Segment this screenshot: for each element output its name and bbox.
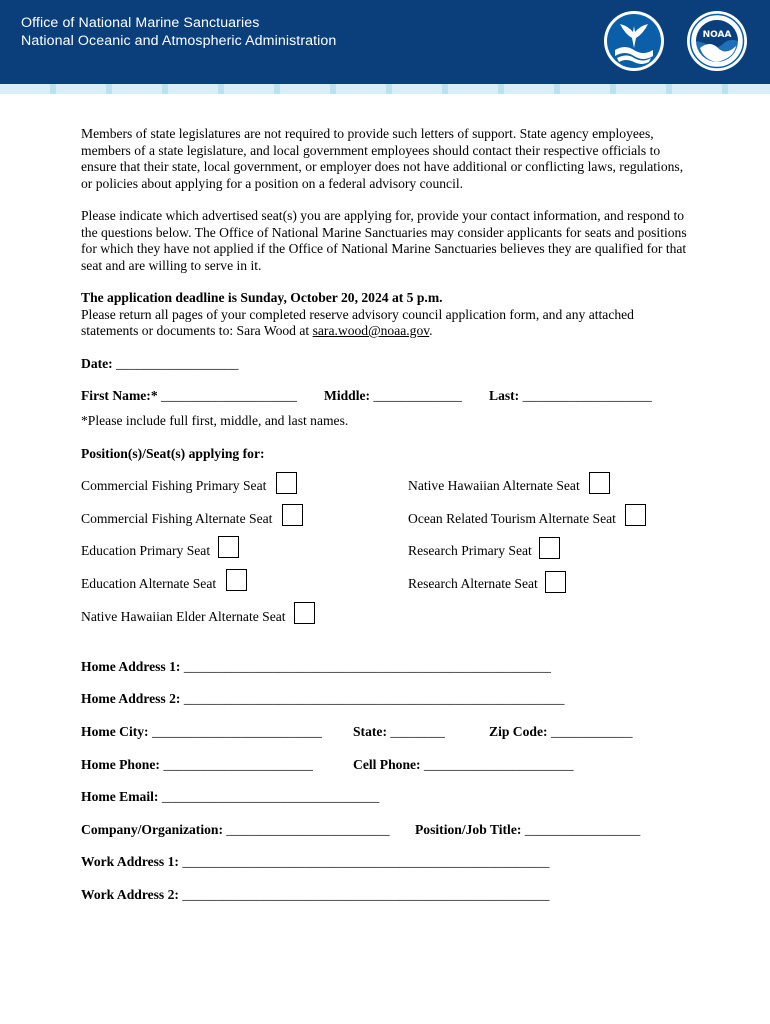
return-period: . [429, 323, 433, 338]
middle-name-field[interactable]: _____________ [373, 388, 462, 403]
work-address1-field[interactable]: ______________________________________________________ [182, 854, 550, 869]
last-name-row [489, 388, 652, 404]
seat-checkbox[interactable] [539, 537, 560, 559]
paragraph-letters-support: Members of state legislatures are not required to provide such letters of support. State agency employees, members of a state legislature, and local government employees should contact their respective officials to ensure that their state, local government, or employer does not have additional or conflicting laws, regulations, or policies about applying for a position on a federal advisory council. [81, 126, 684, 191]
seat-label: Research Alternate Seat [408, 576, 538, 591]
deadline-text: The application deadline is Sunday, October 20, 2024 at 5 p.m. [81, 290, 443, 305]
zip-row [489, 724, 633, 740]
seat-option [408, 478, 580, 494]
home-email-field[interactable]: ________________________________ [161, 789, 380, 804]
home-email-label: Home Email: [81, 789, 159, 804]
home-phone-row [81, 757, 313, 773]
seat-option [81, 576, 216, 592]
home-phone-field[interactable]: ______________________ [163, 757, 313, 772]
home-city-field[interactable]: _________________________ [151, 724, 322, 739]
middle-name-row [324, 388, 462, 404]
seat-label: Native Hawaiian Elder Alternate Seat [81, 609, 286, 624]
return-instructions: Please return all pages of your completed reserve advisory council application form, and any attached statements or documents to: Sara Wood at [81, 306, 634, 338]
zip-label: Zip Code: [489, 724, 548, 739]
date-label: Date: [81, 356, 113, 371]
state-label: State: [353, 724, 387, 739]
seat-checkbox[interactable] [589, 472, 610, 494]
date-row [81, 356, 238, 372]
job-title-label: Position/Job Title: [415, 822, 522, 837]
positions-heading: Position(s)/Seat(s) applying for: [81, 446, 265, 461]
date-field[interactable]: __________________ [116, 356, 239, 371]
first-name-field[interactable]: ____________________ [161, 388, 297, 403]
seat-option [81, 543, 210, 559]
seat-option [81, 609, 286, 625]
seat-checkbox[interactable] [625, 504, 646, 526]
work-address2-label: Work Address 2: [81, 887, 179, 902]
seat-label: Commercial Fishing Primary Seat [81, 478, 267, 493]
home-address1-field[interactable]: ______________________________________________________ [183, 659, 551, 674]
cell-phone-field[interactable]: ______________________ [424, 757, 574, 772]
home-email-row [81, 789, 379, 805]
state-field[interactable]: ________ [390, 724, 445, 739]
work-address2-field[interactable]: ______________________________________________________ [182, 887, 550, 902]
work-address1-row [81, 854, 549, 870]
seat-label: Commercial Fishing Alternate Seat [81, 511, 273, 526]
seat-checkbox[interactable] [294, 602, 315, 624]
seat-option [408, 543, 532, 559]
seat-label: Ocean Related Tourism Alternate Seat [408, 511, 616, 526]
cell-phone-label: Cell Phone: [353, 757, 421, 772]
seat-label: Education Alternate Seat [81, 576, 217, 591]
seat-option [408, 511, 616, 527]
page-header [0, 0, 770, 84]
home-address1-label: Home Address 1: [81, 659, 181, 674]
work-address1-label: Work Address 1: [81, 854, 179, 869]
zip-field[interactable]: ____________ [550, 724, 633, 739]
cell-phone-row [353, 757, 574, 773]
svg-text:NOAA: NOAA [702, 30, 732, 40]
last-name-label: Last: [489, 388, 520, 403]
header-title-line2: National Oceanic and Atmospheric Administration [21, 33, 337, 49]
name-note: *Please include full first, middle, and last names. [81, 413, 349, 428]
home-city-label: Home City: [81, 724, 149, 739]
first-name-row [81, 388, 297, 404]
seat-checkbox[interactable] [218, 536, 239, 558]
sanctuaries-logo-icon [603, 10, 665, 72]
home-address2-label: Home Address 2: [81, 691, 181, 706]
seat-option [408, 576, 538, 592]
seat-checkbox[interactable] [276, 472, 297, 494]
job-title-row [415, 822, 640, 838]
home-address2-row [81, 691, 564, 707]
seat-checkbox[interactable] [282, 504, 303, 526]
seat-label: Native Hawaiian Alternate Seat [408, 478, 580, 493]
home-phone-label: Home Phone: [81, 757, 160, 772]
company-label: Company/Organization: [81, 822, 223, 837]
seat-option [81, 511, 272, 527]
paragraph-seat-instructions: Please indicate which advertised seat(s) you are applying for, provide your contact information, and respond to the questions below. The Office of National Marine Sanctuaries may consider applicants for seats and positions for which they have not applied if the Office of National Marine Sanctuaries believes they are qualified for that seat and are willing to serve in it. [81, 208, 687, 273]
state-row [353, 724, 445, 740]
seat-checkbox[interactable] [226, 569, 247, 591]
middle-name-label: Middle: [324, 388, 371, 403]
last-name-field[interactable]: ___________________ [522, 388, 652, 403]
work-address2-row [81, 887, 549, 903]
home-city-row [81, 724, 322, 740]
seat-label: Research Primary Seat [408, 543, 532, 558]
home-address1-row [81, 659, 551, 675]
first-name-label: First Name:* [81, 388, 158, 403]
company-field[interactable]: ________________________ [226, 822, 390, 837]
seat-option [81, 478, 266, 494]
contact-email-link[interactable]: sara.wood@noaa.gov [312, 323, 430, 338]
header-stripe [0, 84, 770, 94]
seat-label: Education Primary Seat [81, 543, 211, 558]
job-title-field[interactable]: _________________ [524, 822, 641, 837]
seat-checkbox[interactable] [545, 571, 566, 593]
header-title-line1: Office of National Marine Sanctuaries [21, 15, 260, 31]
noaa-logo-icon [686, 10, 748, 72]
home-address2-field[interactable]: ________________________________________________________ [183, 691, 565, 706]
paragraph-deadline [81, 290, 691, 340]
company-row [81, 822, 390, 838]
